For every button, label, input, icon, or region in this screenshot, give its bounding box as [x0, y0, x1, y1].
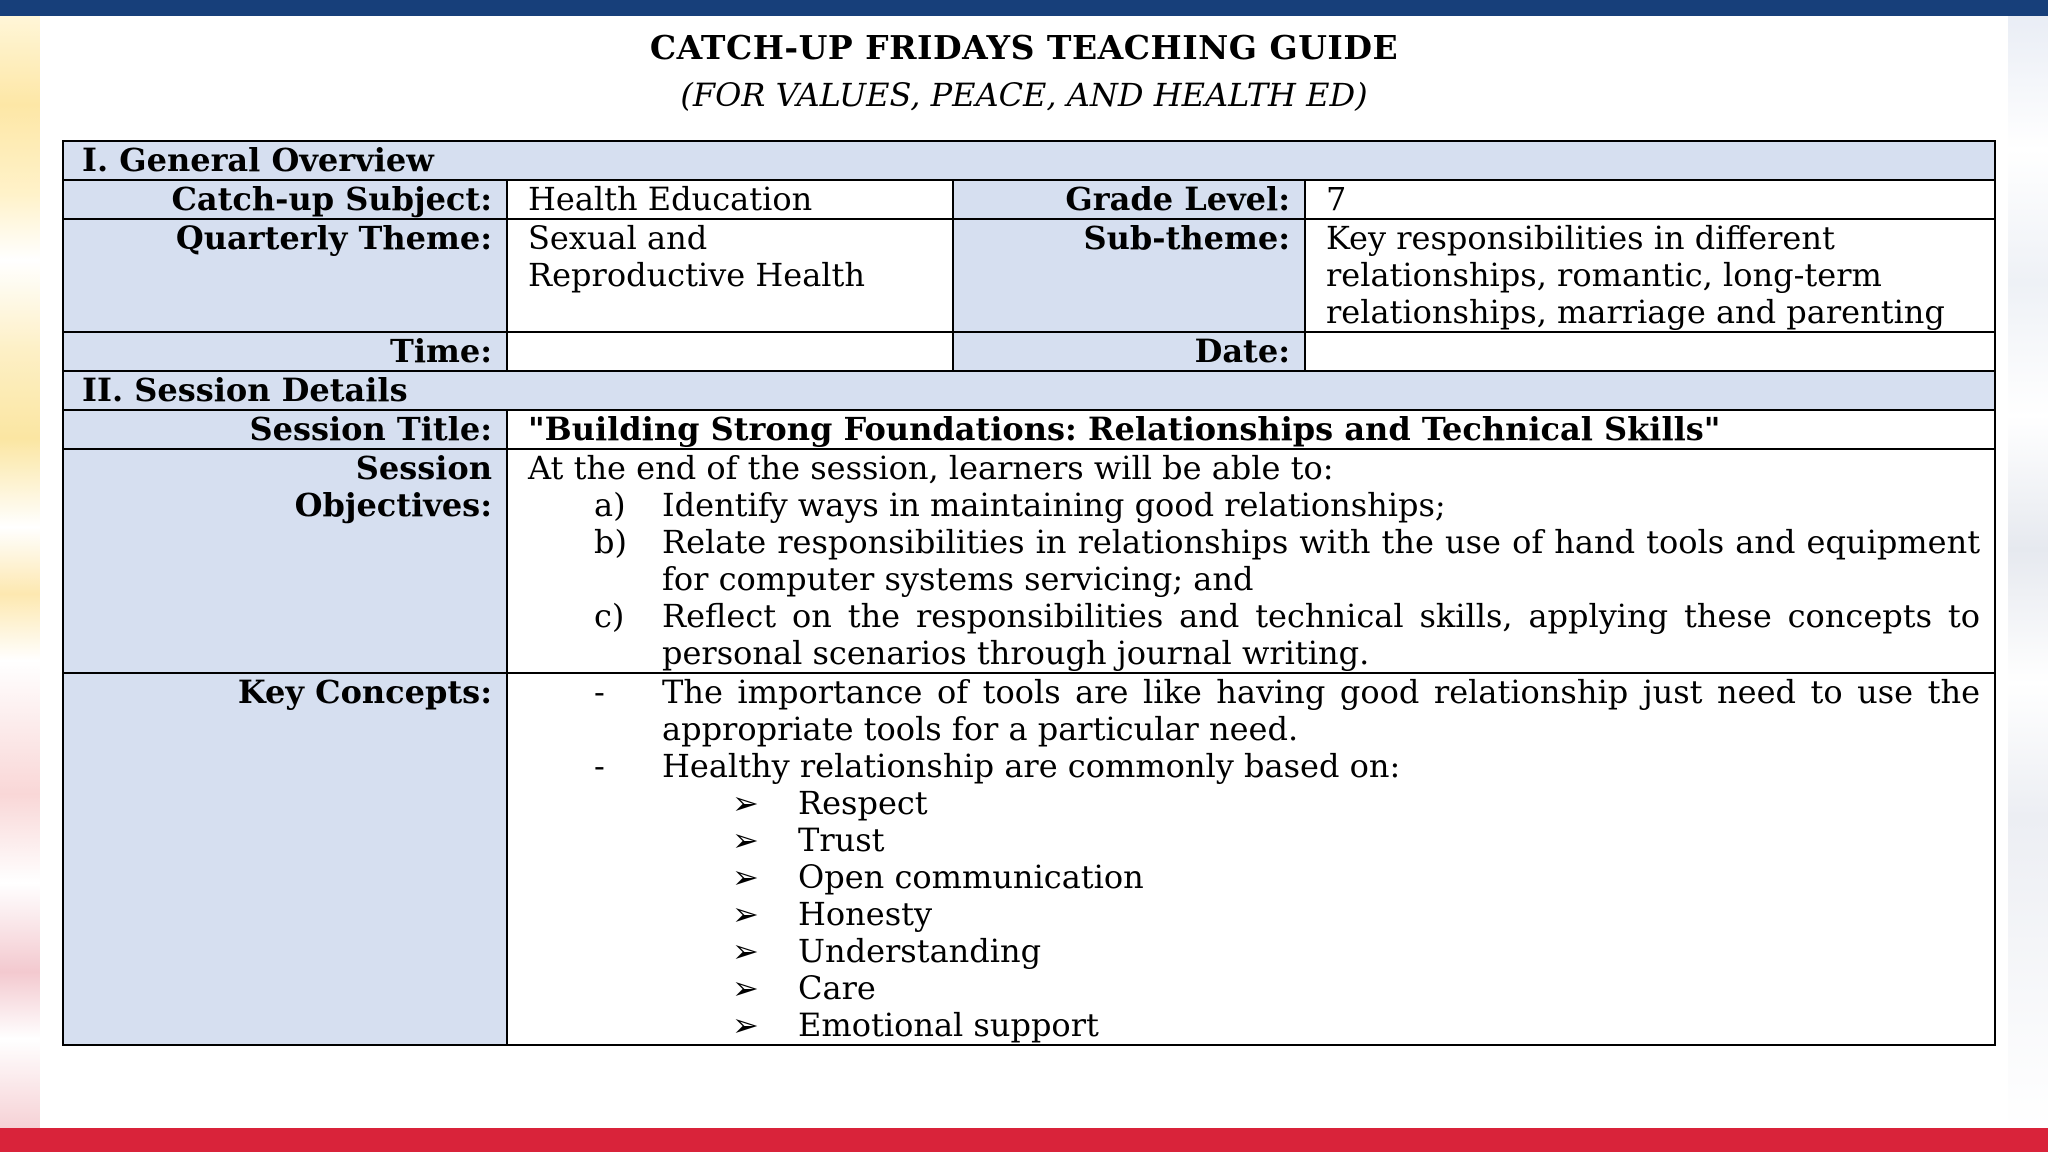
date-label: Date: [953, 332, 1305, 371]
arrow-bullet-icon: ➢ [732, 821, 759, 859]
date-value [1305, 332, 1995, 371]
bottom-frame-bar [0, 1128, 2048, 1152]
session-objectives-label: Session Objectives: [63, 449, 507, 673]
basis-text: Trust [798, 821, 885, 859]
concept-marker: - [594, 747, 605, 785]
basis-item [732, 1007, 1980, 1044]
grade-value: 7 [1305, 180, 1995, 219]
basis-text: Open communication [798, 858, 1144, 896]
arrow-bullet-icon: ➢ [732, 1006, 759, 1044]
grade-label: Grade Level: [953, 180, 1305, 219]
session-details-row [63, 371, 1995, 410]
key-concepts-label: Key Concepts: [63, 673, 507, 1045]
concept-text: Healthy relationship are commonly based on: [662, 747, 1401, 785]
general-overview-row [63, 141, 1995, 180]
theme-label: Quarterly Theme: [63, 219, 507, 332]
arrow-bullet-icon: ➢ [732, 969, 759, 1007]
key-concepts-row [63, 673, 1995, 1045]
objectives-intro: At the end of the session, learners will be able to: [528, 449, 1334, 487]
basis-item [732, 933, 1980, 970]
objective-item [594, 598, 1980, 672]
session-title-row [63, 410, 1995, 449]
teaching-guide-table [62, 140, 1996, 1046]
theme-value: Sexual and Reproductive Health [507, 219, 953, 332]
basis-text: Emotional support [798, 1006, 1099, 1044]
objective-marker: c) [594, 597, 625, 635]
time-value [507, 332, 953, 371]
objective-item [594, 487, 1980, 524]
concept-marker: - [594, 673, 605, 711]
basis-item [732, 822, 1980, 859]
objective-item [594, 524, 1980, 598]
basis-item [732, 859, 1980, 896]
general-overview-heading: I. General Overview [63, 141, 1995, 180]
subtheme-value: Key responsibilities in different relationships, romantic, long-term relationships, marriage and parenting [1305, 219, 1995, 332]
basis-text: Understanding [798, 932, 1042, 970]
left-decorative-strip [0, 16, 40, 1128]
right-decorative-strip [2008, 16, 2048, 1128]
key-concepts-cell [507, 673, 1995, 1045]
subtheme-label: Sub-theme: [953, 219, 1305, 332]
subject-row [63, 180, 1995, 219]
guide-title: CATCH-UP FRIDAYS TEACHING GUIDE [649, 28, 1399, 67]
session-objectives-cell [507, 449, 1995, 673]
objective-text: Relate responsibilities in relationships with the use of hand tools and equipment for computer systems servicing; and [662, 523, 1981, 598]
top-frame-bar [0, 0, 2048, 16]
time-label: Time: [63, 332, 507, 371]
objective-text: Identify ways in maintaining good relationships; [662, 486, 1446, 524]
concept-text: The importance of tools are like having good relationship just need to use the appropriate tools for a particular need. [662, 673, 1981, 748]
basis-text: Respect [798, 784, 928, 822]
relationship-bases-list [662, 785, 1980, 1044]
objective-marker: a) [594, 486, 626, 524]
basis-item [732, 785, 1980, 822]
guide-subtitle: (FOR VALUES, PEACE, AND HEALTH ED) [680, 76, 1368, 114]
subject-label: Catch-up Subject: [63, 180, 507, 219]
session-details-heading: II. Session Details [63, 371, 1995, 410]
theme-row [63, 219, 1995, 332]
concept-item [594, 748, 1980, 1044]
subject-value: Health Education [507, 180, 953, 219]
arrow-bullet-icon: ➢ [732, 784, 759, 822]
basis-text: Care [798, 969, 876, 1007]
basis-item [732, 970, 1980, 1007]
objective-marker: b) [594, 523, 627, 561]
session-title-label: Session Title: [63, 410, 507, 449]
arrow-bullet-icon: ➢ [732, 932, 759, 970]
concepts-list [528, 674, 1980, 1044]
arrow-bullet-icon: ➢ [732, 895, 759, 933]
session-objectives-row [63, 449, 1995, 673]
arrow-bullet-icon: ➢ [732, 858, 759, 896]
time-date-row [63, 332, 1995, 371]
objectives-list [528, 487, 1980, 672]
concept-item [594, 674, 1980, 748]
session-title-value: "Building Strong Foundations: Relationships and Technical Skills" [507, 410, 1995, 449]
basis-item [732, 896, 1980, 933]
objective-text: Reflect on the responsibilities and technical skills, applying these concepts to personal scenarios through journal writing. [662, 597, 1981, 672]
basis-text: Honesty [798, 895, 933, 933]
